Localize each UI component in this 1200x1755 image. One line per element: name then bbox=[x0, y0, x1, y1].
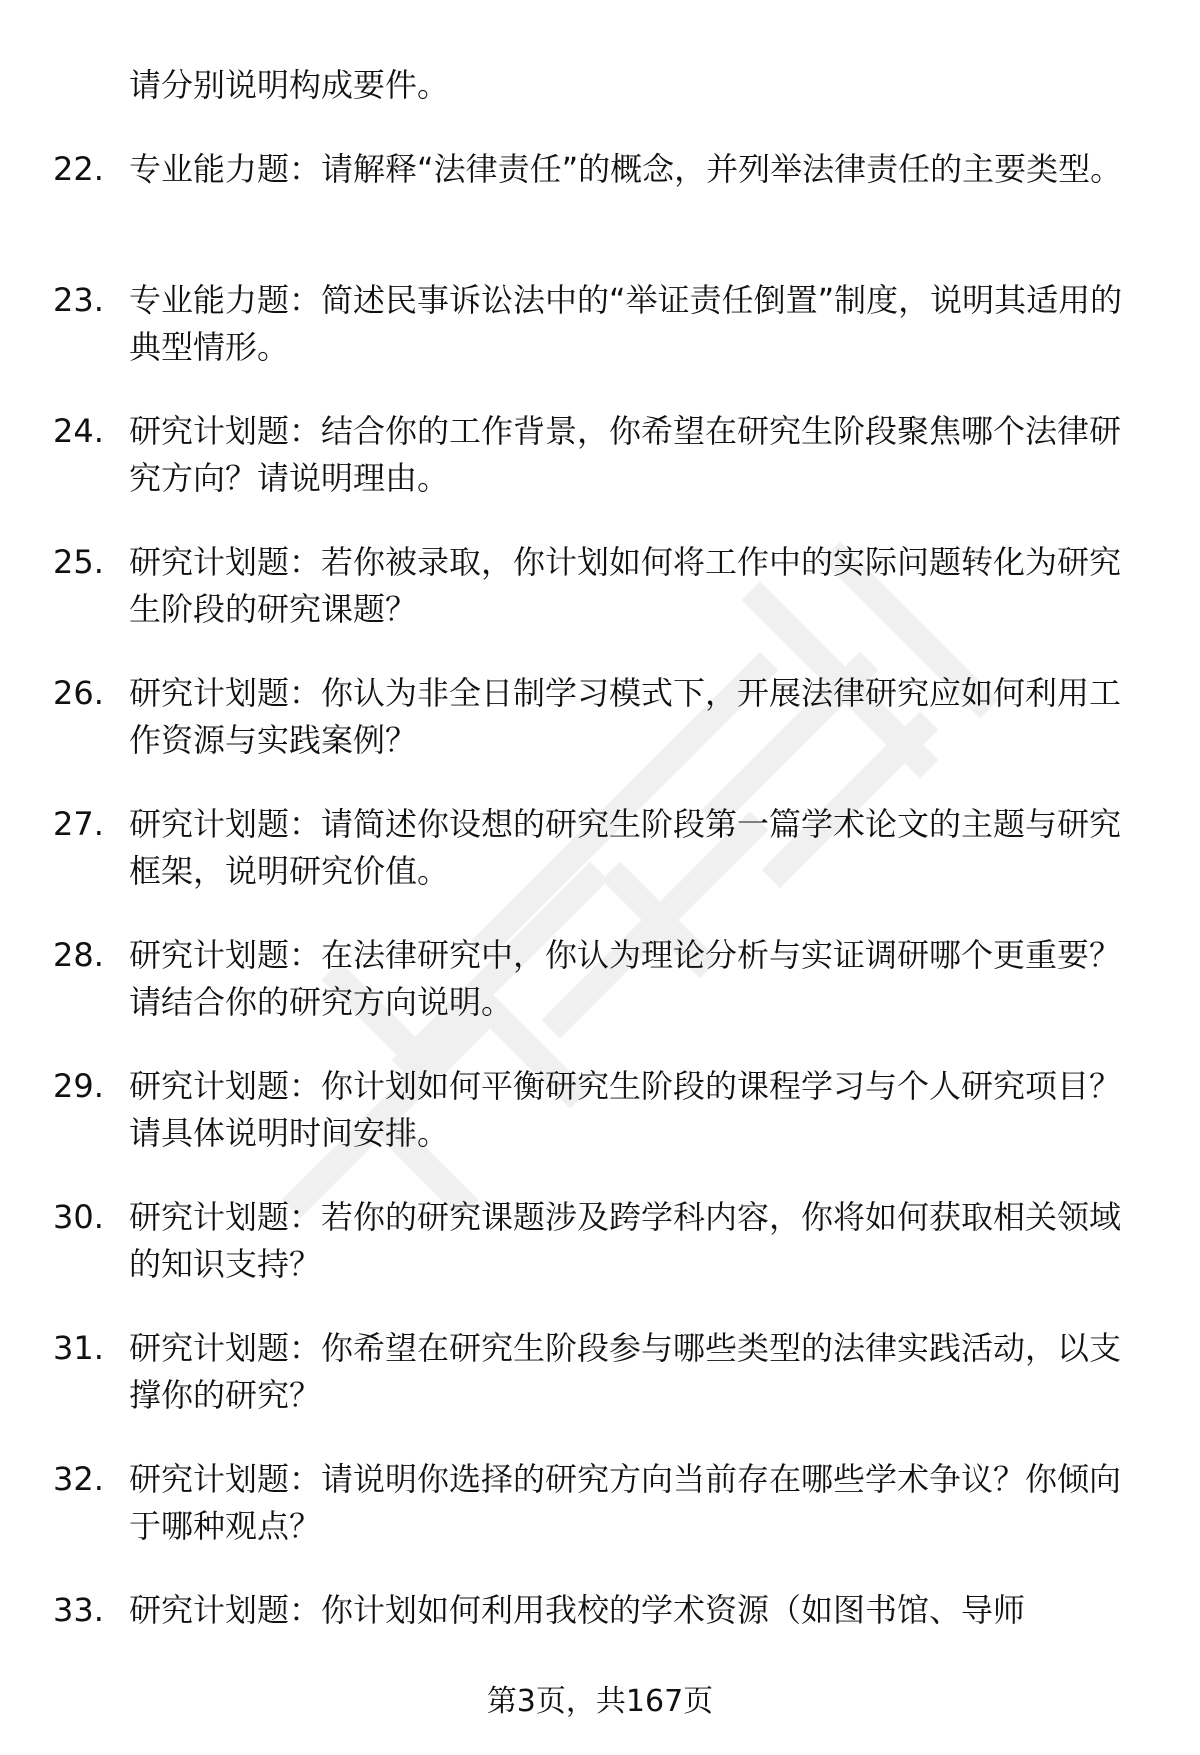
question-text: 研究计划题：请说明你选择的研究方向当前存在哪些学术争议？你倾向于哪种观点？ bbox=[129, 1460, 1122, 1545]
question-number: 23. bbox=[53, 281, 104, 319]
page-number-label: 第3页，共167页 bbox=[486, 1684, 714, 1719]
list-item bbox=[53, 277, 1139, 371]
question-number: 30. bbox=[53, 1198, 104, 1236]
list-item bbox=[53, 539, 1139, 633]
question-text: 研究计划题：若你的研究课题涉及跨学科内容，你将如何获取相关领域的知识支持？ bbox=[129, 1198, 1122, 1283]
question-number: 26. bbox=[53, 674, 104, 712]
question-text: 研究计划题：若你被录取，你计划如何将工作中的实际问题转化为研究生阶段的研究课题？ bbox=[129, 543, 1122, 628]
question-text: 研究计划题：你认为非全日制学习模式下，开展法律研究应如何利用工作资源与实践案例？ bbox=[129, 674, 1122, 759]
list-item bbox=[53, 1063, 1139, 1157]
question-number: 24. bbox=[53, 412, 104, 450]
question-text: 专业能力题：简述民事诉讼法中的“举证责任倒置”制度，说明其适用的典型情形。 bbox=[129, 281, 1123, 366]
question-number: 29. bbox=[53, 1067, 104, 1105]
question-number: 32. bbox=[53, 1460, 104, 1498]
list-item bbox=[53, 1587, 1139, 1681]
question-text: 研究计划题：你希望在研究生阶段参与哪些类型的法律实践活动，以支撑你的研究？ bbox=[129, 1329, 1122, 1414]
list-item bbox=[53, 801, 1139, 895]
question-number: 27. bbox=[53, 805, 104, 843]
list-item bbox=[53, 932, 1139, 1026]
list-item bbox=[53, 146, 1139, 240]
list-item bbox=[53, 670, 1139, 764]
question-number: 28. bbox=[53, 936, 104, 974]
page-footer bbox=[0, 1682, 1200, 1722]
question-text: 研究计划题：你计划如何平衡研究生阶段的课程学习与个人研究项目？请具体说明时间安排。 bbox=[129, 1067, 1122, 1152]
question-number: 31. bbox=[53, 1329, 104, 1367]
question-text: 研究计划题：你计划如何利用我校的学术资源（如图书馆、导师 bbox=[129, 1591, 1026, 1629]
question-number: 22. bbox=[53, 150, 104, 188]
question-text: 研究计划题：在法律研究中，你认为理论分析与实证调研哪个更重要？请结合你的研究方向说明。 bbox=[129, 936, 1122, 1021]
question-number: 33. bbox=[53, 1591, 104, 1629]
list-item bbox=[53, 408, 1139, 502]
list-item bbox=[53, 1194, 1139, 1288]
list-item bbox=[53, 1456, 1139, 1550]
continuation-text: 请分别说明构成要件。 bbox=[129, 66, 450, 104]
question-text: 研究计划题：请简述你设想的研究生阶段第一篇学术论文的主题与研究框架，说明研究价值。 bbox=[129, 805, 1122, 890]
question-text: 研究计划题：结合你的工作背景，你希望在研究生阶段聚焦哪个法律研究方向？请说明理由。 bbox=[129, 412, 1122, 497]
question-text: 专业能力题：请解释“法律责任”的概念，并列举法律责任的主要类型。 bbox=[129, 150, 1123, 188]
list-item bbox=[53, 1325, 1139, 1419]
question-list bbox=[0, 62, 1200, 1718]
question-number: 25. bbox=[53, 543, 104, 581]
